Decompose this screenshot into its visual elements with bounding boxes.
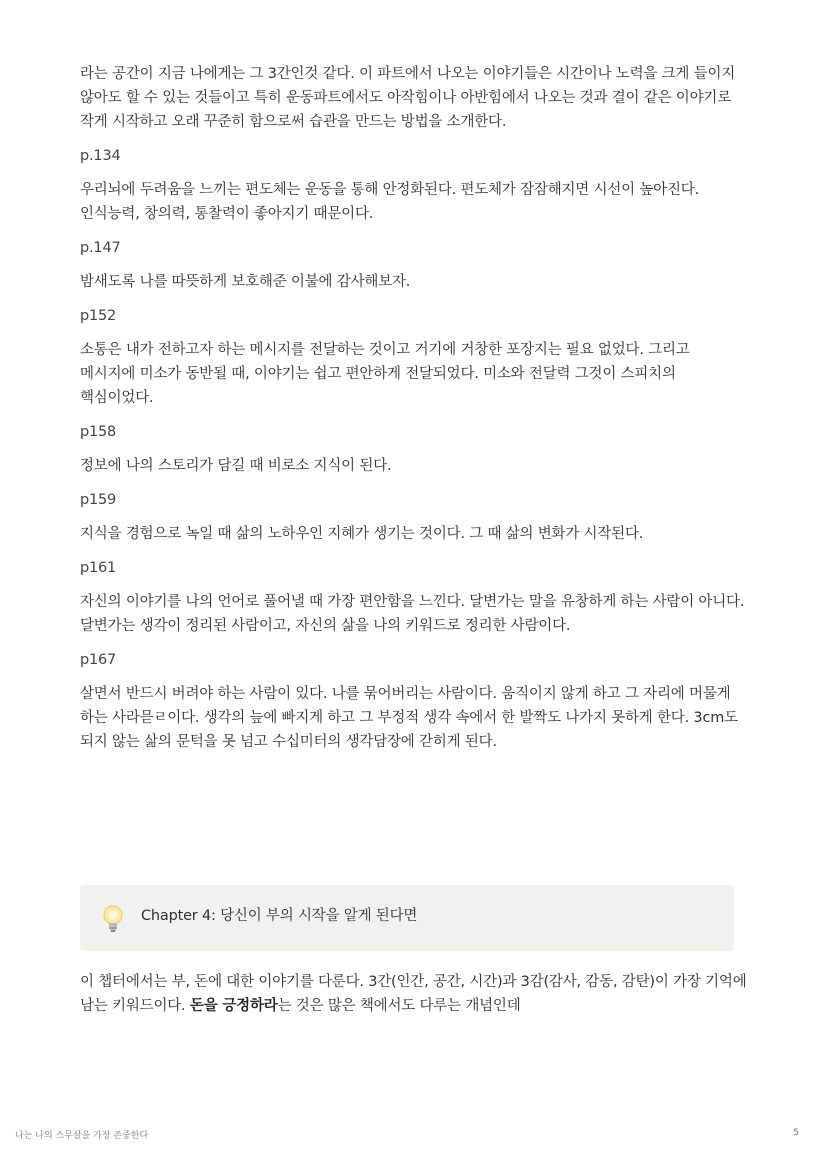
page-reference: p.134	[80, 148, 121, 164]
quote-paragraph: 밤새도록 나를 따뜻하게 보호해준 이불에 감사해보자.	[80, 274, 411, 290]
quote-paragraph: 정보에 나의 스토리가 담길 때 비로소 지식이 된다.	[80, 458, 392, 474]
page-reference: p167	[80, 652, 117, 668]
quote-paragraph: 살면서 반드시 버려야 하는 사람이 있다. 나를 묶어버리는 사람이다. 움직이지 않게 하고 그 자리에 머물게 하는 사라믇ㄹ이다. 생각의 늪에 빠지게 하고 그 부정적 생각 속에서 한 발짝도 나가지 못하게 한다. 3cm도 되지 않는 삶의 문턱을 못 넘고 수십미터의 생각담장에 갇히게 된다.	[80, 686, 738, 750]
bold-phrase: 돈을 긍정하라	[189, 998, 278, 1014]
page-reference: p159	[80, 492, 117, 508]
quote-paragraph: 지식을 경험으로 녹일 때 삶의 노하우인 지혜가 생기는 것이다. 그 때 삶의 변화가 시작된다.	[80, 526, 644, 542]
callout-title: Chapter 4: 당신이 부의 시작을 알게 된다면	[141, 908, 418, 924]
page-reference: p161	[80, 560, 117, 576]
footer-title: 나는 나의 스무살을 가장 존중한다	[15, 1131, 149, 1141]
quote-paragraph: 소통은 내가 전하고자 하는 메시지를 전달하는 것이고 거기에 거창한 포장지는 필요 없었다. 그리고 메시지에 미소가 동반될 때, 이야기는 쉽고 편안하게 전달되었다. 미소와 전달력 그것이 스피치의 핵심이었다.	[80, 342, 690, 406]
chapter-callout	[80, 885, 734, 951]
chapter-text: 이 챕터에서는 부, 돈에 대한 이야기를 다룬다. 3간(인간, 공간, 시간)과 3감(감사, 감동, 감탄)이 가장 기억에 남는 키워드이다.	[80, 974, 747, 1014]
page-number: 5	[793, 1128, 799, 1138]
quote-paragraph: 우리뇌에 두려움을 느끼는 편도체는 운동을 통해 안정화된다. 편도체가 잠잠해지면 시선이 높아진다. 인식능력, 창의력, 통찰력이 좋아지기 때문이다.	[80, 182, 699, 222]
document-body	[80, 62, 748, 764]
page-reference: p158	[80, 424, 117, 440]
quote-paragraph: 자신의 이야기를 나의 언어로 풀어낼 때 가장 편안함을 느낀다. 달변가는 말을 유창하게 하는 사람이 아니다. 달변가는 생각이 정리된 사람이고, 자신의 삶을 나의 키워드로 정리한 사람이다.	[80, 594, 745, 634]
chapter-body	[80, 970, 748, 1018]
chapter-text-tail: 는 것은 많은 책에서도 다루는 개념인데	[277, 998, 521, 1014]
chapter-paragraph	[80, 970, 748, 1018]
page-reference: p152	[80, 308, 117, 324]
page-reference: p.147	[80, 240, 121, 256]
lightbulb-icon	[102, 904, 124, 936]
paragraph-intro: 라는 공간이 지금 나에게는 그 3간인것 같다. 이 파트에서 나오는 이야기들은 시간이나 노력을 크게 들이지 않아도 할 수 있는 것들이고 특히 운동파트에서도 아작힘이나 아반힘에서 나오는 것과 결이 같은 이야기로 작게 시작하고 오래 꾸준히 함으로써 습관을 만드는 방법을 소개한다.	[80, 66, 736, 130]
